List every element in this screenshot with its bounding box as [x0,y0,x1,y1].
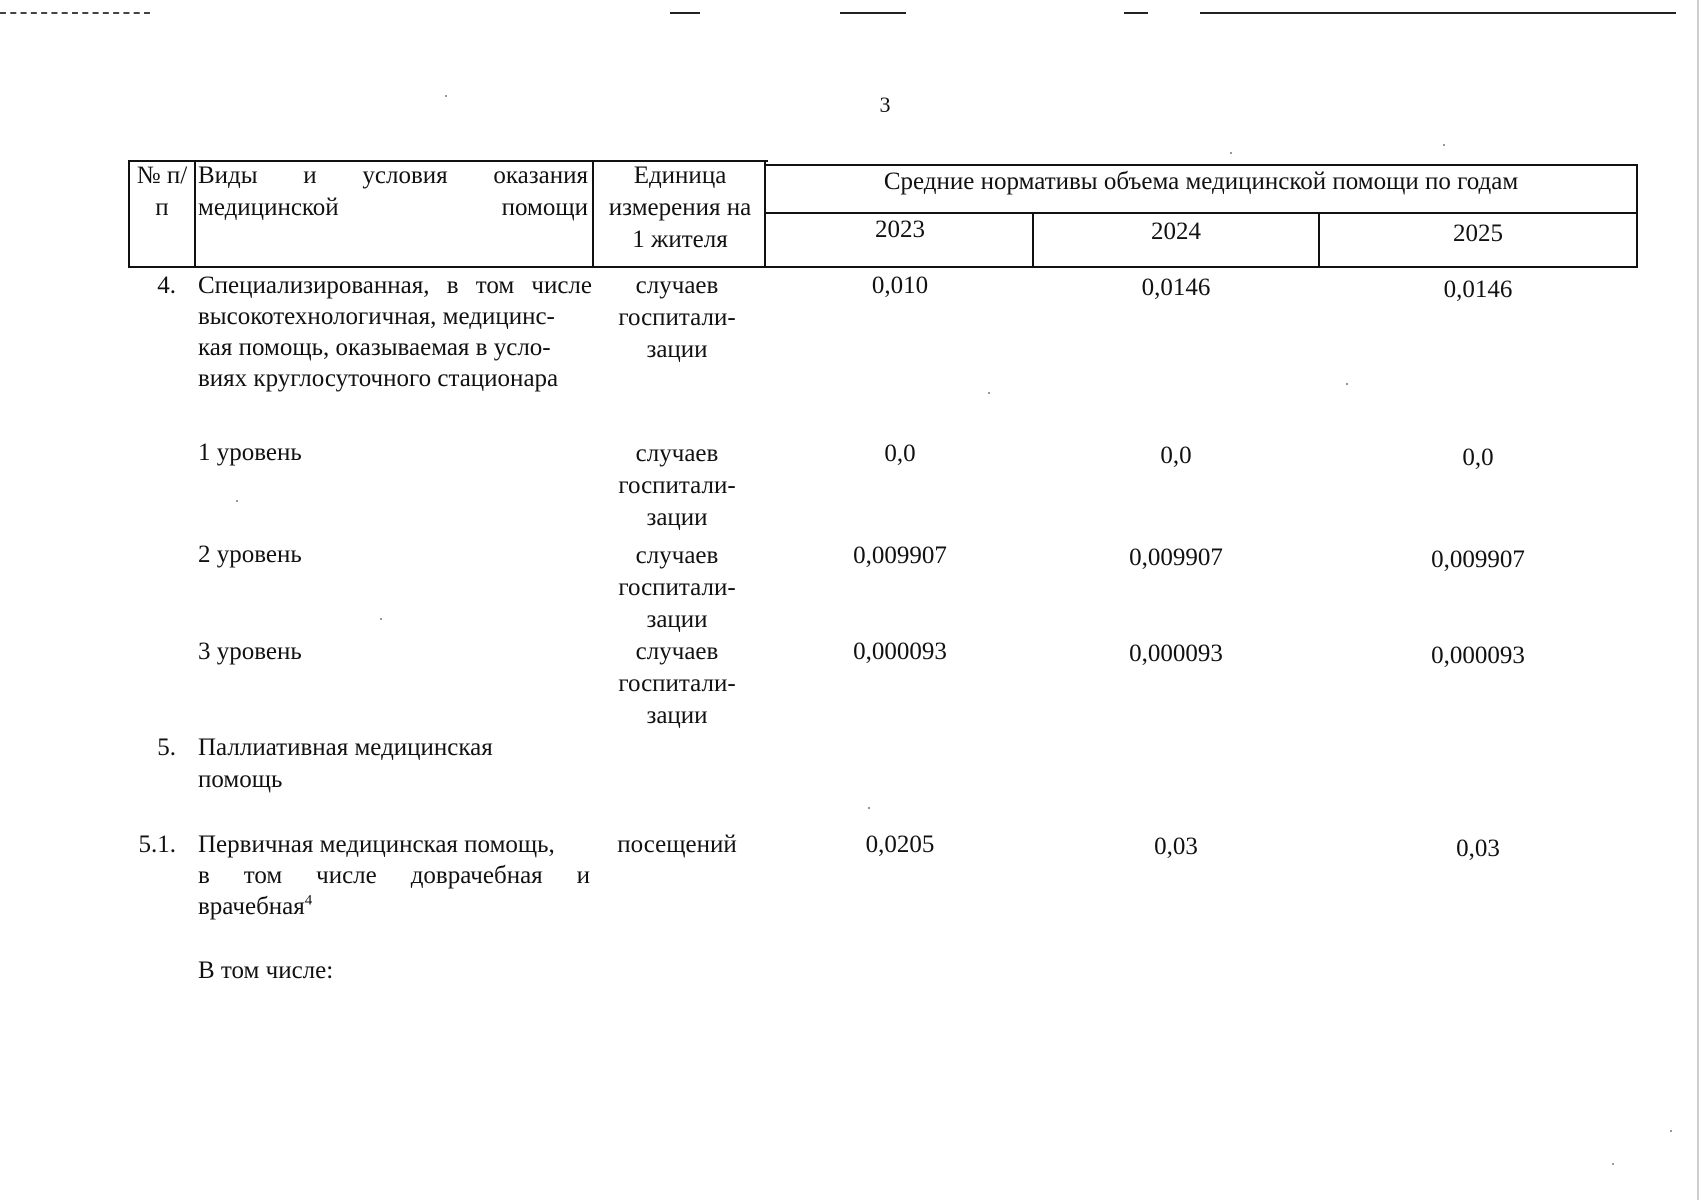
scan-speck [1346,383,1348,385]
value-2025: 0,000093 [1431,642,1525,669]
row-unit-line: госпитали- [618,472,736,499]
row-description-line: в том числе доврачебная и [198,862,590,889]
scan-speck [988,392,990,394]
page-number: 3 [879,92,891,117]
scan-speck [380,618,382,620]
value-2025: 0,0146 [1443,276,1513,303]
row-unit-line: случаев [635,638,719,665]
row-unit-line: зации [646,336,708,363]
header-year-2025: 2025 [1453,220,1503,247]
scan-speck [1670,1130,1672,1132]
scan-speck [445,95,447,97]
row-unit-line: случаев [635,272,719,299]
row-number: 5. [157,734,176,761]
value-2024: 0,0 [1160,442,1192,469]
row-unit-line: госпитали- [618,304,736,331]
row-description-text: врачебная [198,893,305,920]
header-border [1636,164,1638,268]
row-description-line: 1 уровень [198,439,302,466]
row-description-line: 2 уровень [198,541,302,568]
row-description-line: высокотехнологичная, медицинс- [198,303,555,330]
value-2024: 0,009907 [1129,544,1223,571]
header-border [128,266,1638,268]
row-unit-line: случаев [635,440,719,467]
header-border [764,160,766,268]
row-description-line: Первичная медицинская помощь, [198,831,555,858]
scan-speck [1612,1163,1614,1165]
row-description-line: кая помощь, оказываемая в усло- [198,334,551,361]
value-2025: 0,03 [1456,835,1500,862]
header-year-2024: 2024 [1151,218,1201,245]
scan-speck [868,807,870,809]
row-description-line [198,891,598,923]
scan-edge-line [670,12,700,14]
header-num-label: № п/п [136,162,188,221]
value-2024: 0,0146 [1141,274,1211,301]
row-unit-line: зации [646,606,708,633]
row-number: 4. [157,272,176,299]
value-2024: 0,000093 [1129,640,1223,667]
header-border [194,160,196,268]
row-unit-line: посещений [617,831,737,858]
row-unit-line: госпитали- [618,670,736,697]
value-2023: 0,009907 [853,542,947,569]
row-description-line: Паллиативная медицинская [198,734,493,761]
header-border [592,160,594,268]
row-number: 5.1. [138,831,176,858]
value-2025: 0,009907 [1431,546,1525,573]
scan-edge-line [1124,12,1148,14]
row-description-line: помощь [198,766,283,793]
header-unit-label: Единица измерения на 1 жителя [608,162,752,253]
trailing-text: В том числе: [198,957,334,984]
value-2024: 0,03 [1154,833,1198,860]
scan-edge-line [840,12,906,14]
value-2025: 0,0 [1462,444,1494,471]
header-type-label: Виды и условия оказания медицинской помощи [198,162,588,221]
scan-speck [236,500,238,502]
row-unit-line: зации [646,702,708,729]
row-description-line: Специализированная, в том числе [198,272,592,299]
scan-edge-dash [0,12,150,14]
value-2023: 0,0205 [865,831,935,858]
row-description-line: 3 уровень [198,638,302,665]
row-unit-line: госпитали- [618,574,736,601]
header-year-2023: 2023 [875,216,925,243]
scan-speck [1230,152,1232,154]
header-border [128,160,130,268]
row-unit-line: случаев [635,542,719,569]
value-2023: 0,0 [884,440,916,467]
scan-edge-line [1200,12,1676,14]
row-description-line: виях круглосуточного стационара [198,365,559,392]
header-group-label: Средние нормативы объема медицинской помощи по годам [883,168,1519,195]
footnote-marker: 4 [304,892,313,909]
value-2023: 0,010 [871,272,929,299]
value-2023: 0,000093 [853,638,947,665]
table-header [128,160,1638,268]
row-unit-line: зации [646,504,708,531]
scan-speck [1443,144,1445,146]
